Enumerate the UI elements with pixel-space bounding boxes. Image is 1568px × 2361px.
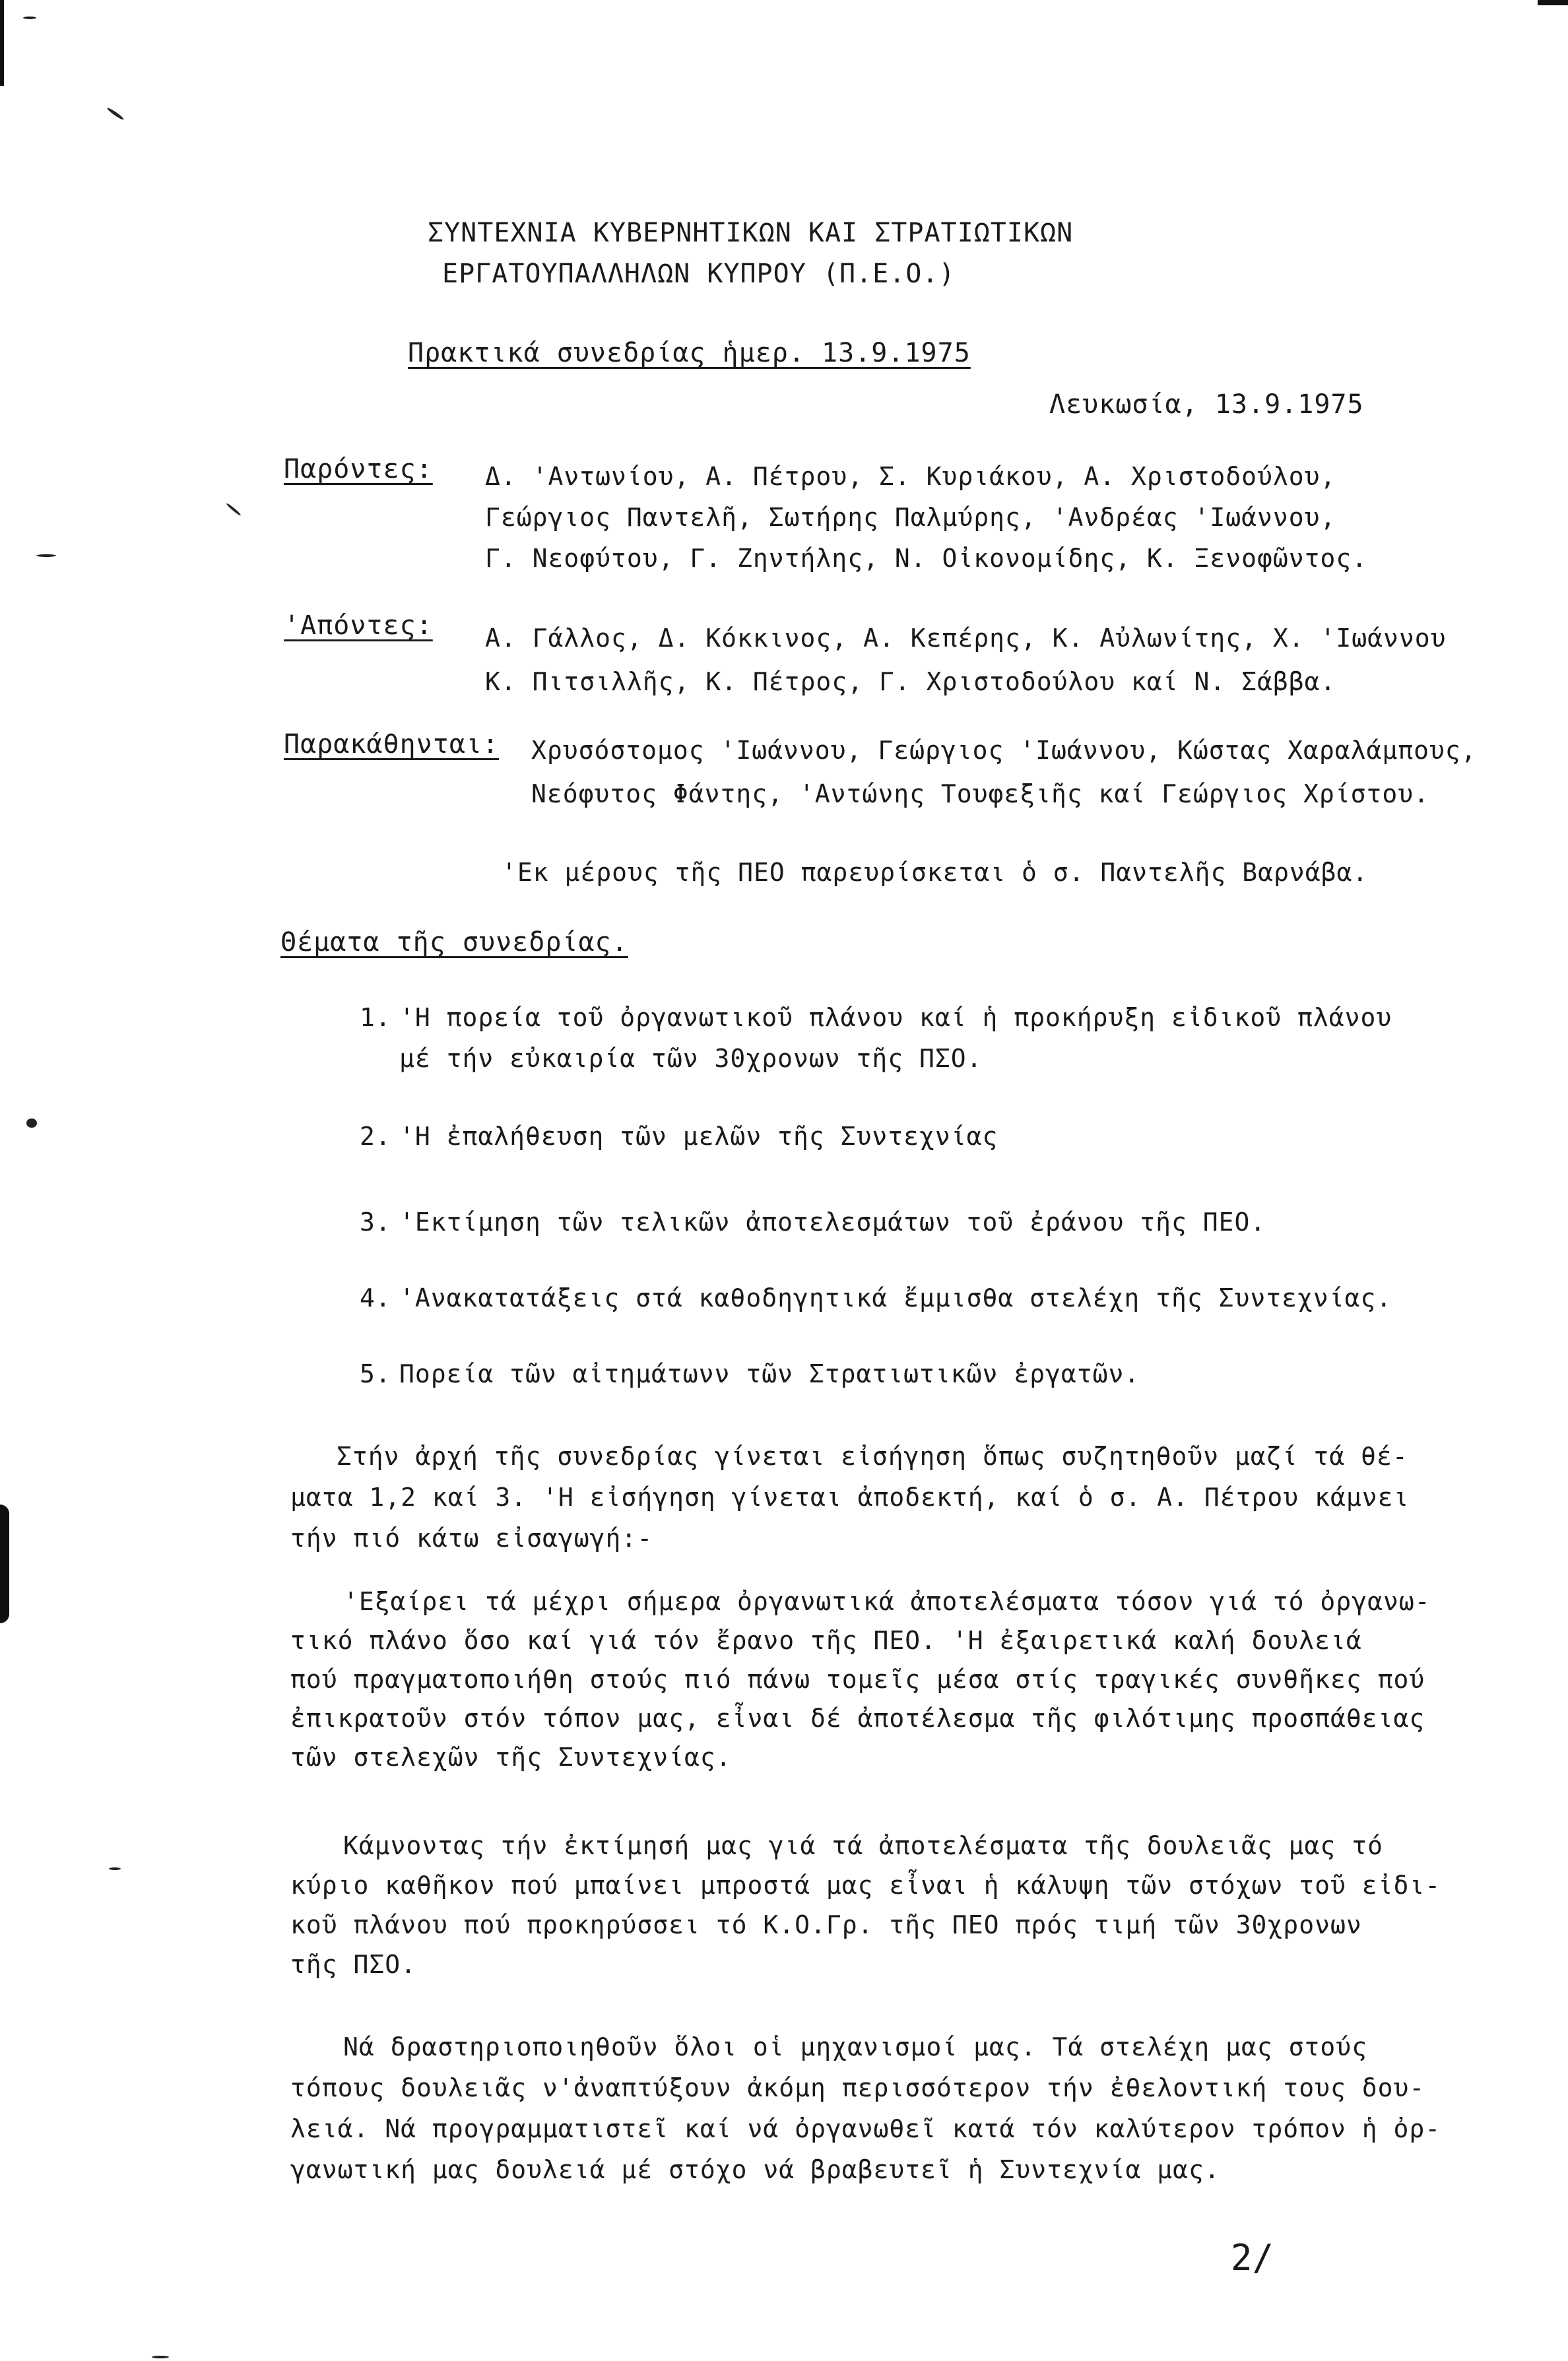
agenda-item-text: μέ τήν εὐκαιρία τῶν 30χρονων τῆς ΠΣΟ.: [399, 1044, 983, 1073]
scan-speck: [26, 1118, 37, 1128]
paragraph-line: κοῦ πλάνου πού προκηρύσσει τό Κ.Ο.Γρ. τῆς ΠΕΟ πρός τιμή τῶν 30χρονων: [290, 1910, 1362, 1939]
agenda-item-text: 'Εκτίμηση τῶν τελικῶν ἀποτελεσμάτων τοῦ ἐράνου τῆς ΠΕΟ.: [399, 1208, 1266, 1237]
agenda-item-number: 5.: [360, 1359, 391, 1388]
scan-speck: [152, 2356, 169, 2358]
scan-edge-mark: [1538, 0, 1568, 5]
org-name-line-1: ΣΥΝΤΕΧΝΙΑ ΚΥΒΕΡΝΗΤΙΚΩΝ ΚΑΙ ΣΤΡΑΤΙΩΤΙΚΩΝ: [428, 218, 1074, 248]
agenda-item-text: 'Η πορεία τοῦ ὀργανωτικοῦ πλάνου καί ἡ προκήρυξη εἰδικοῦ πλάνου: [399, 1003, 1392, 1032]
present-list: [485, 462, 1367, 585]
paragraph-line: γανωτική μας δουλειά μέ στόχο νά βραβευτεῖ ἡ Συντεχνία μας.: [290, 2155, 1220, 2184]
paragraph-line: 'Εξαίρει τά μέχρι σήμερα ὀργανωτικά ἀποτελέσματα τόσον γιά τό ὀργανω-: [343, 1587, 1431, 1616]
agenda-item-number: 1.: [360, 1003, 391, 1032]
scan-edge-mark: [0, 1504, 9, 1623]
paragraph-introduction: [290, 1442, 1409, 1565]
paragraph-line: πού πραγματοποιήθη στούς πιό πάνω τομεῖς μέσα στίς τραγικές συνθῆκες πού: [290, 1665, 1425, 1694]
scan-speck: [226, 502, 242, 516]
paragraph-line: τήν πιό κάτω εἰσαγωγή:-: [290, 1524, 653, 1553]
absent-line: Α. Γάλλος, Δ. Κόκκινος, Α. Κεπέρης, Κ. Αὐλωνίτης, Χ. 'Ιωάννου: [485, 624, 1447, 653]
scan-speck: [36, 554, 56, 557]
paragraph-line: Νά δραστηριοποιηθοῦν ὅλοι οἱ μηχανισμοί μας. Τά στελέχη μας στούς: [343, 2032, 1368, 2061]
org-name-line-2: ΕΡΓΑΤΟΥΠΑΛΛΗΛΩΝ ΚΥΠΡΟΥ (Π.Ε.Ο.): [442, 259, 956, 289]
attending-label: Παρακάθηνται:: [284, 729, 500, 760]
page-number-marker: 2/: [1231, 2237, 1274, 2279]
paragraph-line: Στήν ἀρχή τῆς συνεδρίας γίνεται εἰσήγηση ὅπως συζητηθοῦν μαζί τά θέ-: [337, 1442, 1408, 1471]
agenda-item-number: 4.: [360, 1283, 391, 1312]
scan-speck: [23, 16, 36, 19]
scan-speck: [106, 107, 124, 121]
paragraph-report: [290, 1587, 1431, 1782]
place-date: Λευκωσία, 13.9.1975: [1049, 389, 1364, 420]
present-label: Παρόντες:: [284, 454, 433, 484]
agenda-heading: Θέματα τῆς συνεδρίας.: [280, 927, 628, 957]
paragraph-line: τῆς ΠΣΟ.: [290, 1950, 417, 1979]
present-line: Γ. Νεοφύτου, Γ. Ζηντήλης, Ν. Οἰκονομίδης, Κ. Ξενοφῶντος.: [485, 544, 1368, 573]
agenda-item-text: 'Η ἐπαλήθευση τῶν μελῶν τῆς Συντεχνίας: [399, 1122, 998, 1151]
paragraph-mobilisation: [290, 2032, 1441, 2196]
attending-line: Νεόφυτος Φάντης, 'Αντώνης Τουφεξιῆς καί Γεώργιος Χρίστου.: [531, 779, 1430, 808]
agenda-item-text: Πορεία τῶν αἰτημάτωνν τῶν Στρατιωτικῶν ἐργατῶν.: [399, 1359, 1140, 1388]
absent-label: 'Απόντες:: [284, 610, 433, 641]
paragraph-line: λειά. Νά προγραμματιστεῖ καί νά ὀργανωθεῖ κατά τόν καλύτερον τρόπον ἡ ὀρ-: [290, 2114, 1441, 2143]
agenda-item-text: 'Ανακατατάξεις στά καθοδηγητικά ἔμμισθα στελέχη τῆς Συντεχνίας.: [399, 1283, 1392, 1312]
agenda-item-number: 2.: [360, 1122, 391, 1151]
scan-speck: [109, 1867, 121, 1870]
paragraph-line: ματα 1,2 καί 3. 'Η εἰσήγηση γίνεται ἀποδεκτή, καί ὁ σ. Α. Πέτρου κάμνει: [290, 1483, 1410, 1512]
paragraph-assessment: [290, 1831, 1441, 1989]
paragraph-line: ἐπικρατοῦν στόν τόπον μας, εἶναι δέ ἀποτέλεσμα τῆς φιλότιμης προσπάθειας: [290, 1704, 1425, 1733]
attending-line: Χρυσόστομος 'Ιωάννου, Γεώργιος 'Ιωάννου, Κώστας Χαραλάμπους,: [531, 736, 1477, 765]
paragraph-line: Κάμνοντας τήν ἐκτίμησή μας γιά τά ἀποτελέσματα τῆς δουλειᾶς μας τό: [343, 1831, 1383, 1860]
attending-list: [531, 736, 1477, 823]
absent-line: Κ. Πιτσιλλῆς, Κ. Πέτρος, Γ. Χριστοδούλου καί Ν. Σάββα.: [485, 667, 1336, 696]
paragraph-line: τόπους δουλειᾶς ν'ἀναπτύξουν ἀκόμη περισσότερον τήν ἐθελοντική τους δου-: [290, 2073, 1425, 2102]
agenda-item-number: 3.: [360, 1208, 391, 1237]
paragraph-line: τῶν στελεχῶν τῆς Συντεχνίας.: [290, 1743, 732, 1772]
paragraph-line: κύριο καθῆκον πού μπαίνει μπροστά μας εἶναι ἡ κάλυψη τῶν στόχων τοῦ εἰδι-: [290, 1871, 1441, 1900]
scan-edge-mark: [0, 0, 4, 86]
minutes-title: Πρακτικά συνεδρίας ἡμερ. 13.9.1975: [408, 338, 971, 368]
peo-representative-note: 'Εκ μέρους τῆς ΠΕΟ παρευρίσκεται ὁ σ. Παντελῆς Βαρνάβα.: [502, 858, 1369, 887]
present-line: Δ. 'Αντωνίου, Α. Πέτρου, Σ. Κυριάκου, Α. Χριστοδούλου,: [485, 462, 1336, 491]
absent-list: [485, 624, 1447, 711]
paragraph-line: τικό πλάνο ὅσο καί γιά τόν ἔρανο τῆς ΠΕΟ. 'Η ἐξαιρετικά καλή δουλειά: [290, 1626, 1362, 1655]
present-line: Γεώργιος Παντελῆ, Σωτήρης Παλμύρης, 'Ανδρέας 'Ιωάννου,: [485, 503, 1336, 532]
